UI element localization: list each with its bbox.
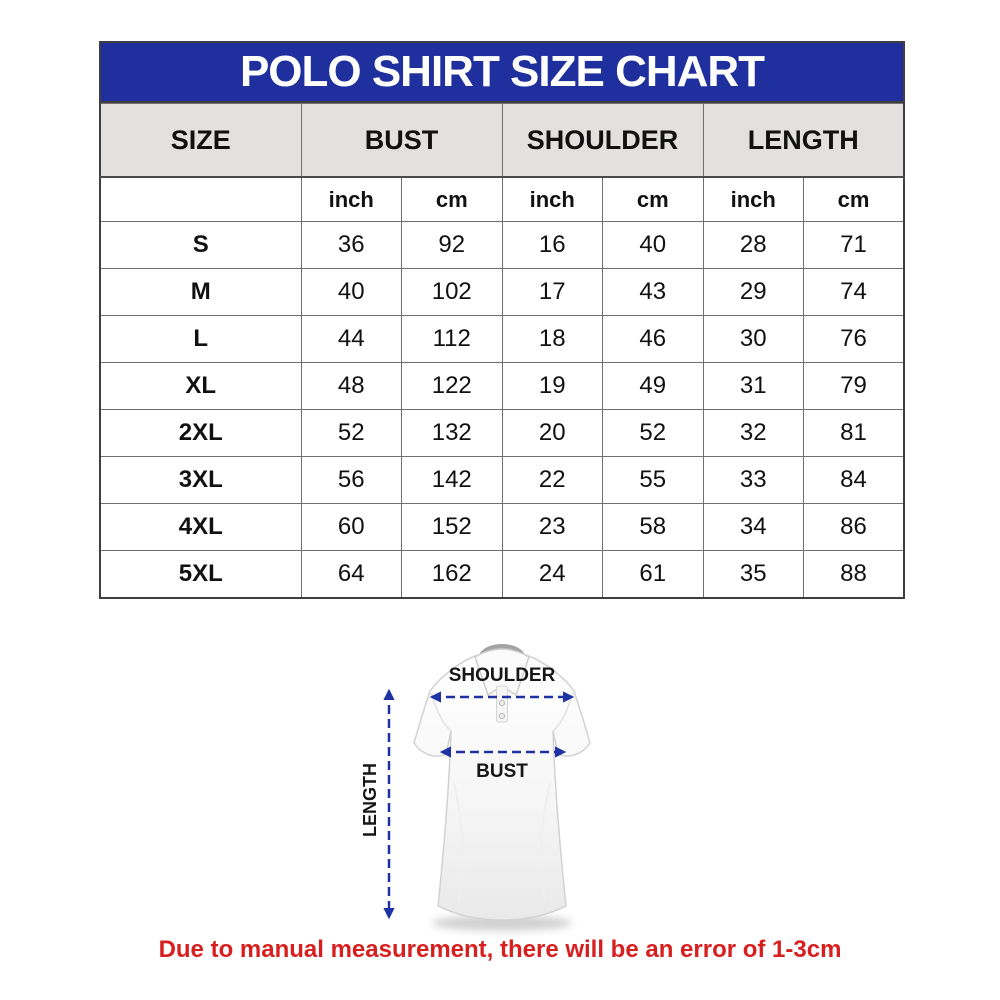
cell-bust-cm: 102	[402, 269, 503, 316]
cell-length-cm: 86	[804, 504, 905, 551]
cell-length-cm: 74	[804, 269, 905, 316]
cell-size: 2XL	[100, 410, 301, 457]
cell-shoulder-inch: 17	[502, 269, 603, 316]
cell-bust-inch: 40	[301, 269, 402, 316]
length-label: LENGTH	[360, 763, 380, 837]
cell-length-inch: 34	[703, 504, 804, 551]
cell-bust-cm: 152	[402, 504, 503, 551]
col-header-size: SIZE	[100, 104, 301, 178]
table-row	[100, 410, 904, 457]
cell-shoulder-inch: 19	[502, 363, 603, 410]
cell-length-inch: 31	[703, 363, 804, 410]
bust-label: BUST	[476, 761, 528, 782]
table-row	[100, 269, 904, 316]
table-row	[100, 457, 904, 504]
cell-size: 5XL	[100, 551, 301, 599]
cell-length-cm: 88	[804, 551, 905, 599]
cell-length-inch: 32	[703, 410, 804, 457]
unit-header-inch: inch	[502, 177, 603, 222]
cell-size: M	[100, 269, 301, 316]
cell-length-inch: 35	[703, 551, 804, 599]
cell-length-inch: 33	[703, 457, 804, 504]
cell-length-inch: 28	[703, 222, 804, 269]
unit-header-inch: inch	[703, 177, 804, 222]
cell-shoulder-inch: 22	[502, 457, 603, 504]
cell-bust-inch: 52	[301, 410, 402, 457]
shoulder-label: SHOULDER	[448, 665, 556, 686]
cell-shoulder-cm: 52	[603, 410, 704, 457]
cell-bust-inch: 56	[301, 457, 402, 504]
unit-header-empty	[100, 177, 301, 222]
cell-bust-cm: 132	[402, 410, 503, 457]
cell-length-cm: 76	[804, 316, 905, 363]
cell-length-cm: 71	[804, 222, 905, 269]
table-row	[100, 363, 904, 410]
cell-shoulder-cm: 43	[603, 269, 704, 316]
cell-size: XL	[100, 363, 301, 410]
cell-size: 3XL	[100, 457, 301, 504]
table-row	[100, 316, 904, 363]
col-header-length: LENGTH	[703, 104, 904, 178]
table-row	[100, 222, 904, 269]
chart-title: POLO SHIRT SIZE CHART	[239, 47, 765, 96]
cell-shoulder-inch: 18	[502, 316, 603, 363]
table-row	[100, 504, 904, 551]
cell-shoulder-cm: 46	[603, 316, 704, 363]
cell-bust-inch: 60	[301, 504, 402, 551]
unit-header-row	[100, 177, 904, 222]
cell-shoulder-inch: 23	[502, 504, 603, 551]
cell-size: 4XL	[100, 504, 301, 551]
cell-length-inch: 29	[703, 269, 804, 316]
unit-header-cm: cm	[402, 177, 503, 222]
cell-bust-cm: 162	[402, 551, 503, 599]
cell-shoulder-cm: 58	[603, 504, 704, 551]
cell-length-cm: 81	[804, 410, 905, 457]
col-header-bust: BUST	[301, 104, 502, 178]
size-chart	[99, 41, 905, 599]
cell-bust-inch: 64	[301, 551, 402, 599]
size-table	[99, 103, 905, 599]
cell-size: L	[100, 316, 301, 363]
polo-shirt-measurement-diagram	[330, 633, 690, 945]
group-header-row	[100, 104, 904, 178]
unit-header-cm: cm	[603, 177, 704, 222]
button	[499, 700, 504, 705]
cell-shoulder-inch: 16	[502, 222, 603, 269]
cell-bust-inch: 44	[301, 316, 402, 363]
table-row	[100, 551, 904, 599]
cell-bust-cm: 92	[402, 222, 503, 269]
cell-bust-inch: 48	[301, 363, 402, 410]
cell-shoulder-cm: 61	[603, 551, 704, 599]
cell-shoulder-inch: 24	[502, 551, 603, 599]
cell-bust-cm: 122	[402, 363, 503, 410]
cell-length-inch: 30	[703, 316, 804, 363]
unit-header-cm: cm	[804, 177, 905, 222]
button	[499, 713, 504, 718]
cell-shoulder-cm: 40	[603, 222, 704, 269]
cell-bust-inch: 36	[301, 222, 402, 269]
cell-shoulder-cm: 49	[603, 363, 704, 410]
cell-shoulder-cm: 55	[603, 457, 704, 504]
cell-size: S	[100, 222, 301, 269]
cell-bust-cm: 142	[402, 457, 503, 504]
chart-title-bar	[99, 41, 905, 103]
unit-header-inch: inch	[301, 177, 402, 222]
col-header-shoulder: SHOULDER	[502, 104, 703, 178]
cell-shoulder-inch: 20	[502, 410, 603, 457]
cell-length-cm: 79	[804, 363, 905, 410]
measurement-disclaimer: Due to manual measurement, there will be an error of 1-3cm	[158, 936, 842, 963]
cell-length-cm: 84	[804, 457, 905, 504]
cell-bust-cm: 112	[402, 316, 503, 363]
